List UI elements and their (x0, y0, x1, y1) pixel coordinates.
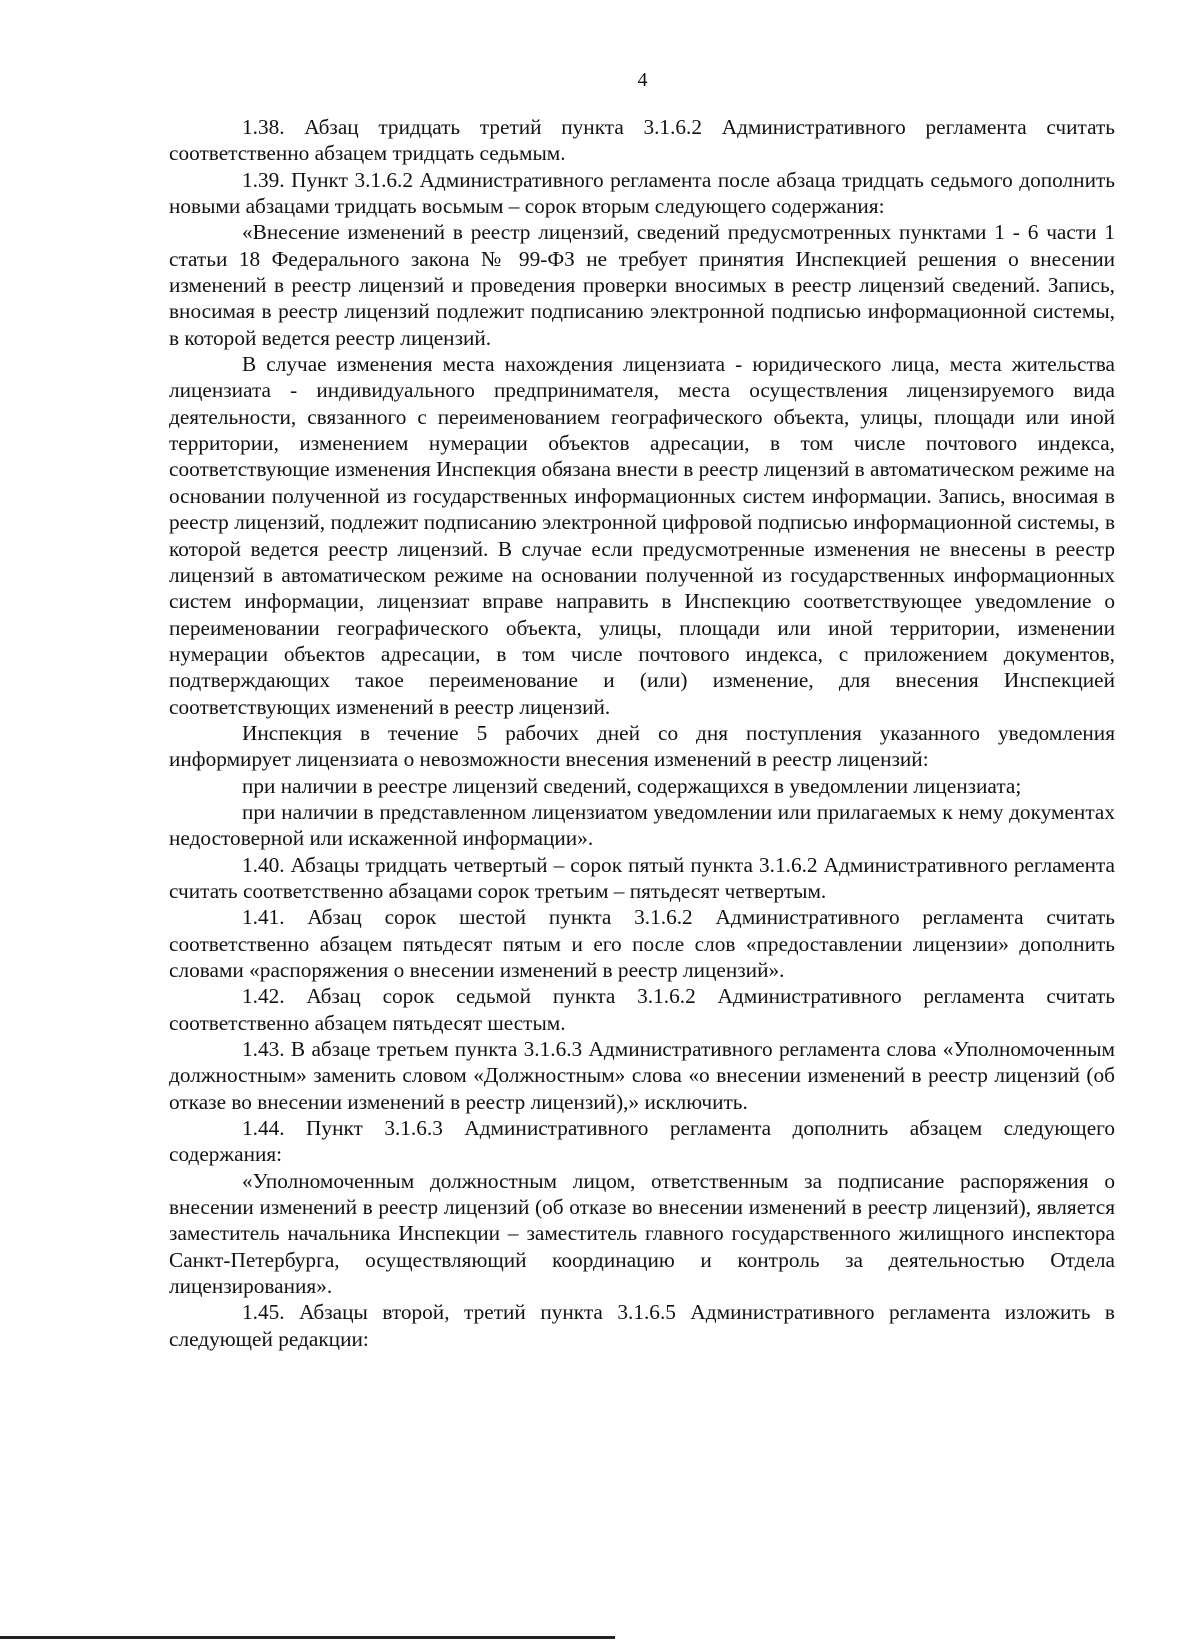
page-number: 4 (637, 69, 648, 91)
document-body (169, 114, 1115, 1352)
paragraph-inspection-notice: Инспекция в течение 5 рабочих дней со дня поступления указанного уведомления информирует лицензиата о невозможности внесения изменений в реестр лицензий: (169, 720, 1115, 772)
paragraph-1-42: 1.42. Абзац сорок седьмой пункта 3.1.6.2 Административного регламента считать соответственно абзацем пятьдесят шестым. (169, 984, 1115, 1035)
scan-bottom-edge-line (0, 1636, 615, 1639)
paragraph-condition-2: при наличии в представленном лицензиатом уведомлении или прилагаемых к нему документах недостоверной или искаженной информации». (169, 799, 1115, 851)
paragraph-1-43: 1.43. В абзаце третьем пункта 3.1.6.3 Административного регламента слова «Уполномоченным должностным» заменить словом «Должностным» слова «о внесении изменений в реестр лицензий (об отказе во внесении изменений в реестр лицензий),» исключить. (169, 1037, 1115, 1114)
paragraph-address-change: В случае изменения места нахождения лицензиата - юридического лица, места жительства лицензиата - индивидуального предпринимателя, места осуществления лицензируемого вида деятельности, связанного с переименованием географического объекта, улицы, площади или иной территории, изменением нумерации объектов адресации, в том числе почтового индекса, соответствующие изменения Инспекция обязана внести в реестр лицензий в автоматическом режиме на основании полученной из государственных информационных систем информации. Запись, вносимая в реестр лицензий, подлежит подписанию электронной цифровой подписью информационной системы, в которой ведется реестр лицензий. В случае если предусмотренные изменения не внесены в реестр лицензий в автоматическом режиме на основании полученной из государственных информационных систем информации, лицензиат вправе направить в Инспекцию соответствующее уведомление о переименовании географического объекта, улицы, площади или иной территории, изменении нумерации объектов адресации, в том числе почтового индекса, с приложением документов, подтверждающих такое переименование и (или) изменение, для внесения Инспекцией соответствующих изменений в реестр лицензий. (169, 352, 1115, 719)
paragraph-1-38: 1.38. Абзац тридцать третий пункта 3.1.6.2 Административного регламента считать соответственно абзацем тридцать седьмым. (169, 115, 1115, 166)
paragraph-1-41: 1.41. Абзац сорок шестой пункта 3.1.6.2 Административного регламента считать соответственно абзацем пятьдесят пятым и его после слов «предоставлении лицензии» дополнить словами «распоряжения о внесении изменений в реестр лицензий». (169, 905, 1115, 982)
paragraph-1-39: 1.39. Пункт 3.1.6.2 Административного регламента после абзаца тридцать седьмого дополнить новыми абзацами тридцать восьмым – сорок вторым следующего содержания: (169, 167, 1115, 219)
paragraph-1-44: 1.44. Пункт 3.1.6.3 Административного регламента дополнить абзацем следующего содержания: (169, 1116, 1115, 1167)
paragraph-quote-authorized-official: «Уполномоченным должностным лицом, ответственным за подписание распоряжения о внесении изменений в реестр лицензий (об отказе во внесении изменений в реестр лицензий), является заместитель начальника Инспекции – заместитель главного государственного жилищного инспектора Санкт-Петербурга, осуществляющий координацию и контроль за деятельностью Отдела лицензирования». (169, 1168, 1115, 1299)
paragraph-1-40: 1.40. Абзацы тридцать четвертый – сорок пятый пункта 3.1.6.2 Административного регламента считать соответственно абзацами сорок третьим – пятьдесят четвертым. (169, 852, 1115, 903)
paragraph-quote-registry-changes: «Внесение изменений в реестр лицензий, сведений предусмотренных пунктами 1 - 6 части 1 статьи 18 Федерального закона № 99-ФЗ не требует принятия Инспекцией решения о внесении изменений в реестр лицензий и проведения проверки вносимых в реестр лицензий сведений. Запись, вносимая в реестр лицензий подлежит подписанию электронной подписью информационной системы, в которой ведется реестр лицензий. (169, 220, 1115, 350)
paragraph-1-45: 1.45. Абзацы второй, третий пункта 3.1.6.5 Административного регламента изложить в следующей редакции: (169, 1300, 1115, 1351)
paragraph-condition-1: при наличии в реестре лицензий сведений, содержащихся в уведомлении лицензиата; (242, 773, 1022, 798)
